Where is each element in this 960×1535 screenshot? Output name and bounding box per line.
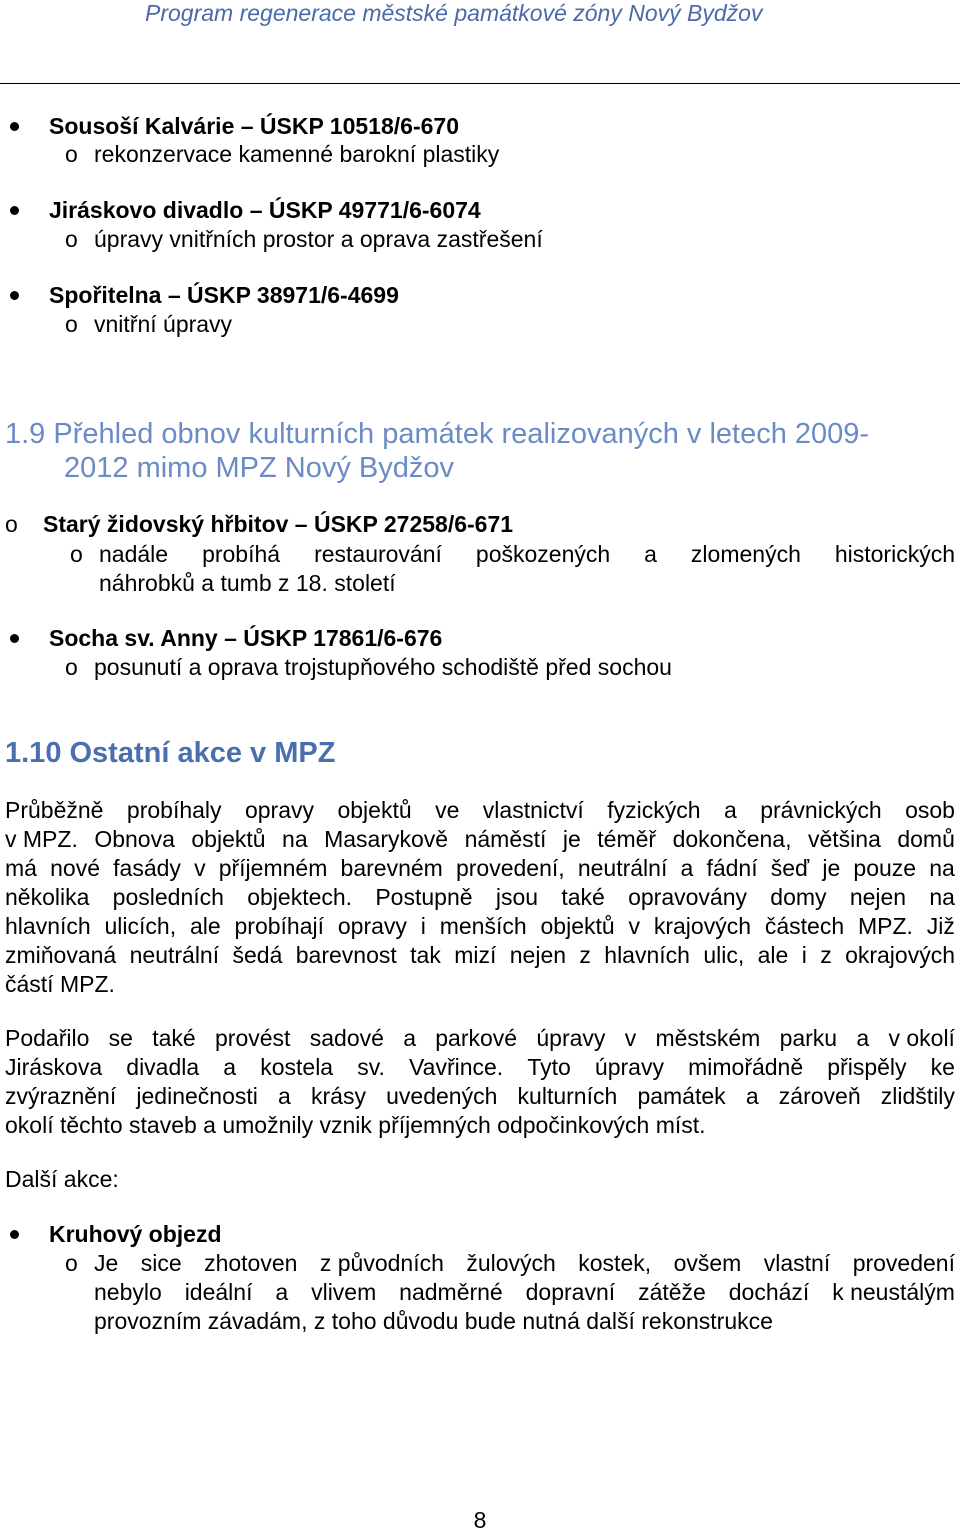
word: objektech. <box>247 884 353 910</box>
word: částech <box>764 913 845 939</box>
word: a <box>403 1025 416 1051</box>
word: kostela <box>260 1054 334 1080</box>
word: žulových <box>466 1250 556 1276</box>
word: opravy <box>337 913 407 939</box>
word: menších <box>439 913 527 939</box>
word: Postupně <box>375 884 473 910</box>
sub-bullet-marker: o <box>65 141 78 167</box>
word: nejen <box>849 884 907 910</box>
word: posledních <box>112 884 224 910</box>
text-line <box>94 1249 955 1278</box>
text-line <box>5 796 955 825</box>
word: opravy <box>244 797 315 823</box>
word: nejen <box>509 942 567 968</box>
list-item-title: Jiráskovo divadlo – ÚSKP 49771/6-6074 <box>49 197 481 223</box>
word: nebylo <box>94 1279 162 1305</box>
word: vlastní <box>763 1250 831 1276</box>
sub-bullet-marker: o <box>65 1250 78 1276</box>
word: na <box>929 884 955 910</box>
word: ale <box>757 942 789 968</box>
word: a <box>745 1083 759 1109</box>
word: na <box>929 855 955 881</box>
word: přispěly <box>827 1054 907 1080</box>
word: probíhají <box>234 913 325 939</box>
word: na <box>282 826 308 852</box>
item-sub <box>94 1249 955 1307</box>
word: z <box>820 942 832 968</box>
word: mimořádně <box>688 1054 804 1080</box>
word: restaurování <box>314 541 442 567</box>
word: většina <box>807 826 881 852</box>
word: dochází <box>728 1279 810 1305</box>
paragraph-1-last-line: částí MPZ. <box>5 971 115 997</box>
paragraph-2-last-line: okolí těchto staveb a umožnily vznik příjemných odpočinkových míst. <box>5 1112 706 1138</box>
list-item-sub: rekonzervace kamenné barokní plastiky <box>94 141 500 167</box>
word: zátěže <box>638 1279 706 1305</box>
word: jedinečnosti <box>136 1083 258 1109</box>
word: ideální <box>184 1279 253 1305</box>
word: je <box>562 826 581 852</box>
item-title: Starý židovský hřbitov – ÚSKP 27258/6-671 <box>43 511 514 537</box>
word: MPZ. <box>857 913 913 939</box>
word: i <box>801 942 807 968</box>
word: a <box>723 797 737 823</box>
word: ovšem <box>673 1250 742 1276</box>
word: nové <box>50 855 100 881</box>
word: několika <box>5 884 90 910</box>
word: Obnova <box>94 826 175 852</box>
word: opravovány <box>628 884 747 910</box>
word: krásy <box>311 1083 366 1109</box>
word: Vavřince. <box>409 1054 504 1080</box>
item-title: Socha sv. Anny – ÚSKP 17861/6-676 <box>49 625 443 651</box>
word: ulic, <box>703 942 745 968</box>
word: neutrální <box>129 942 220 968</box>
word: a <box>223 1054 237 1080</box>
item-sub-line: náhrobků a tumb z 18. století <box>99 570 396 596</box>
section-heading-1-9-line2: 2012 mimo MPZ Nový Bydžov <box>64 452 455 484</box>
word: dokončena, <box>672 826 792 852</box>
list-item-sub: vnitřní úpravy <box>94 311 233 337</box>
word: pouze <box>853 855 917 881</box>
item-title: Kruhový objezd <box>49 1221 222 1247</box>
section-heading-1-10: 1.10 Ostatní akce v MPZ <box>5 737 336 769</box>
word: a <box>680 855 694 881</box>
word: poškozených <box>475 541 611 567</box>
word: zároveň <box>778 1083 861 1109</box>
word: Tyto <box>527 1054 571 1080</box>
word: také <box>152 1025 196 1051</box>
word: neutrální <box>577 855 668 881</box>
word: zvýraznění <box>5 1083 117 1109</box>
word: nadále <box>99 541 169 567</box>
word: ve <box>435 797 460 823</box>
item-sub: posunutí a oprava trojstupňového schodiště před sochou <box>94 654 672 680</box>
word: okrajových <box>845 942 955 968</box>
word: Masarykově <box>324 826 449 852</box>
word: se <box>108 1025 133 1051</box>
text-line <box>5 941 955 970</box>
word: k neustálým <box>832 1279 955 1305</box>
text-line <box>5 1082 955 1111</box>
word: městském <box>655 1025 761 1051</box>
word: z <box>579 942 591 968</box>
word: a <box>644 541 657 567</box>
list-item-title: Sousoší Kalvárie – ÚSKP 10518/6-670 <box>49 113 459 139</box>
word: Průběžně <box>5 797 104 823</box>
word: památek <box>637 1083 726 1109</box>
word: vlastnictví <box>482 797 584 823</box>
word: v MPZ. <box>5 826 78 852</box>
word: osob <box>905 797 955 823</box>
text-line <box>5 912 955 941</box>
word: dopravní <box>525 1279 616 1305</box>
word: mizí <box>454 942 497 968</box>
word: jsou <box>495 884 539 910</box>
list-item-title: Spořitelna – ÚSKP 38971/6-4699 <box>49 282 399 308</box>
page-number: 8 <box>473 1507 487 1533</box>
bullet-icon <box>10 122 19 131</box>
word: domů <box>897 826 955 852</box>
item-marker: o <box>5 511 18 537</box>
bullet-icon <box>10 634 19 643</box>
text-line <box>5 854 955 883</box>
word: parku <box>779 1025 838 1051</box>
word: ke <box>930 1054 955 1080</box>
word: právnických <box>760 797 882 823</box>
word: Je <box>94 1250 119 1276</box>
word: tak <box>410 942 441 968</box>
text-line <box>5 1053 955 1082</box>
item-sub-last-line: provozním závadám, z toho důvodu bude nutná další rekonstrukce <box>94 1308 773 1334</box>
header-title: Program regenerace městské památkové zóny Nový Bydžov <box>145 0 763 26</box>
word: sadové <box>309 1025 384 1051</box>
text-line <box>5 1024 955 1053</box>
word: je <box>822 855 841 881</box>
word: v <box>624 1025 637 1051</box>
word: a <box>278 1083 291 1109</box>
word: téměř <box>597 826 657 852</box>
sub-bullet-marker: o <box>70 541 83 567</box>
word: Jiráskova <box>5 1054 103 1080</box>
list-item-sub: úpravy vnitřních prostor a oprava zastřešení <box>94 226 543 252</box>
word: fasády <box>113 855 181 881</box>
word: provedení, <box>455 855 565 881</box>
word: kostek, <box>578 1250 652 1276</box>
word: probíhaly <box>126 797 222 823</box>
word: parkové <box>435 1025 518 1051</box>
word: objektů <box>337 797 412 823</box>
word: uvedených <box>386 1083 498 1109</box>
word: Již <box>926 913 955 939</box>
word: barevnost <box>295 942 397 968</box>
word: objektů <box>540 913 615 939</box>
word: náměstí <box>464 826 547 852</box>
section-heading-1-9-line1: 1.9 Přehled obnov kulturních památek realizovaných v letech 2009- <box>5 418 870 450</box>
word: barevném <box>340 855 443 881</box>
word: a <box>275 1279 289 1305</box>
word: domy <box>770 884 827 910</box>
word: zlomených <box>690 541 801 567</box>
word: zmiňovaná <box>5 942 117 968</box>
further-actions-label: Další akce: <box>5 1166 119 1192</box>
word: ale <box>189 913 221 939</box>
word: probíhá <box>202 541 281 567</box>
word: nadměrné <box>399 1279 503 1305</box>
word: ulicích, <box>104 913 177 939</box>
sub-bullet-marker: o <box>65 311 78 337</box>
page-header <box>0 0 960 84</box>
word: krajových <box>653 913 752 939</box>
word: Podařilo <box>5 1025 90 1051</box>
word: má <box>5 855 37 881</box>
text-line <box>5 825 955 854</box>
sub-bullet-marker: o <box>65 226 78 252</box>
word: zlidštily <box>880 1083 955 1109</box>
word: sv. <box>357 1054 385 1080</box>
word: hlavních <box>5 913 91 939</box>
word: divadla <box>126 1054 200 1080</box>
word: provedení <box>852 1250 955 1276</box>
text-line <box>94 1278 955 1307</box>
word: v <box>628 913 641 939</box>
paragraph-2 <box>5 1024 955 1111</box>
word: v okolí <box>888 1025 955 1051</box>
bullet-icon <box>10 1230 19 1239</box>
sub-bullet-marker: o <box>65 654 78 680</box>
item-sub-line <box>99 540 955 569</box>
word: fádní <box>706 855 758 881</box>
word: úpravy <box>536 1025 606 1051</box>
text-line <box>5 883 955 912</box>
word: hlavních <box>604 942 690 968</box>
word: zhotoven <box>204 1250 298 1276</box>
word: šeď <box>770 855 810 881</box>
bullet-icon <box>10 206 19 215</box>
word: z původních <box>319 1250 444 1276</box>
word: v <box>194 855 206 881</box>
word: fyzických <box>607 797 701 823</box>
word: historických <box>834 541 955 567</box>
word: šedá <box>232 942 283 968</box>
paragraph-1 <box>5 796 955 970</box>
word: a <box>856 1025 870 1051</box>
word: sice <box>140 1250 182 1276</box>
word: vlivem <box>311 1279 377 1305</box>
word: kulturních <box>517 1083 618 1109</box>
bullet-icon <box>10 291 19 300</box>
word: i <box>420 913 426 939</box>
word: provést <box>215 1025 291 1051</box>
word: úpravy <box>594 1054 664 1080</box>
word: objektů <box>191 826 266 852</box>
word: také <box>561 884 605 910</box>
word: příjemném <box>218 855 328 881</box>
